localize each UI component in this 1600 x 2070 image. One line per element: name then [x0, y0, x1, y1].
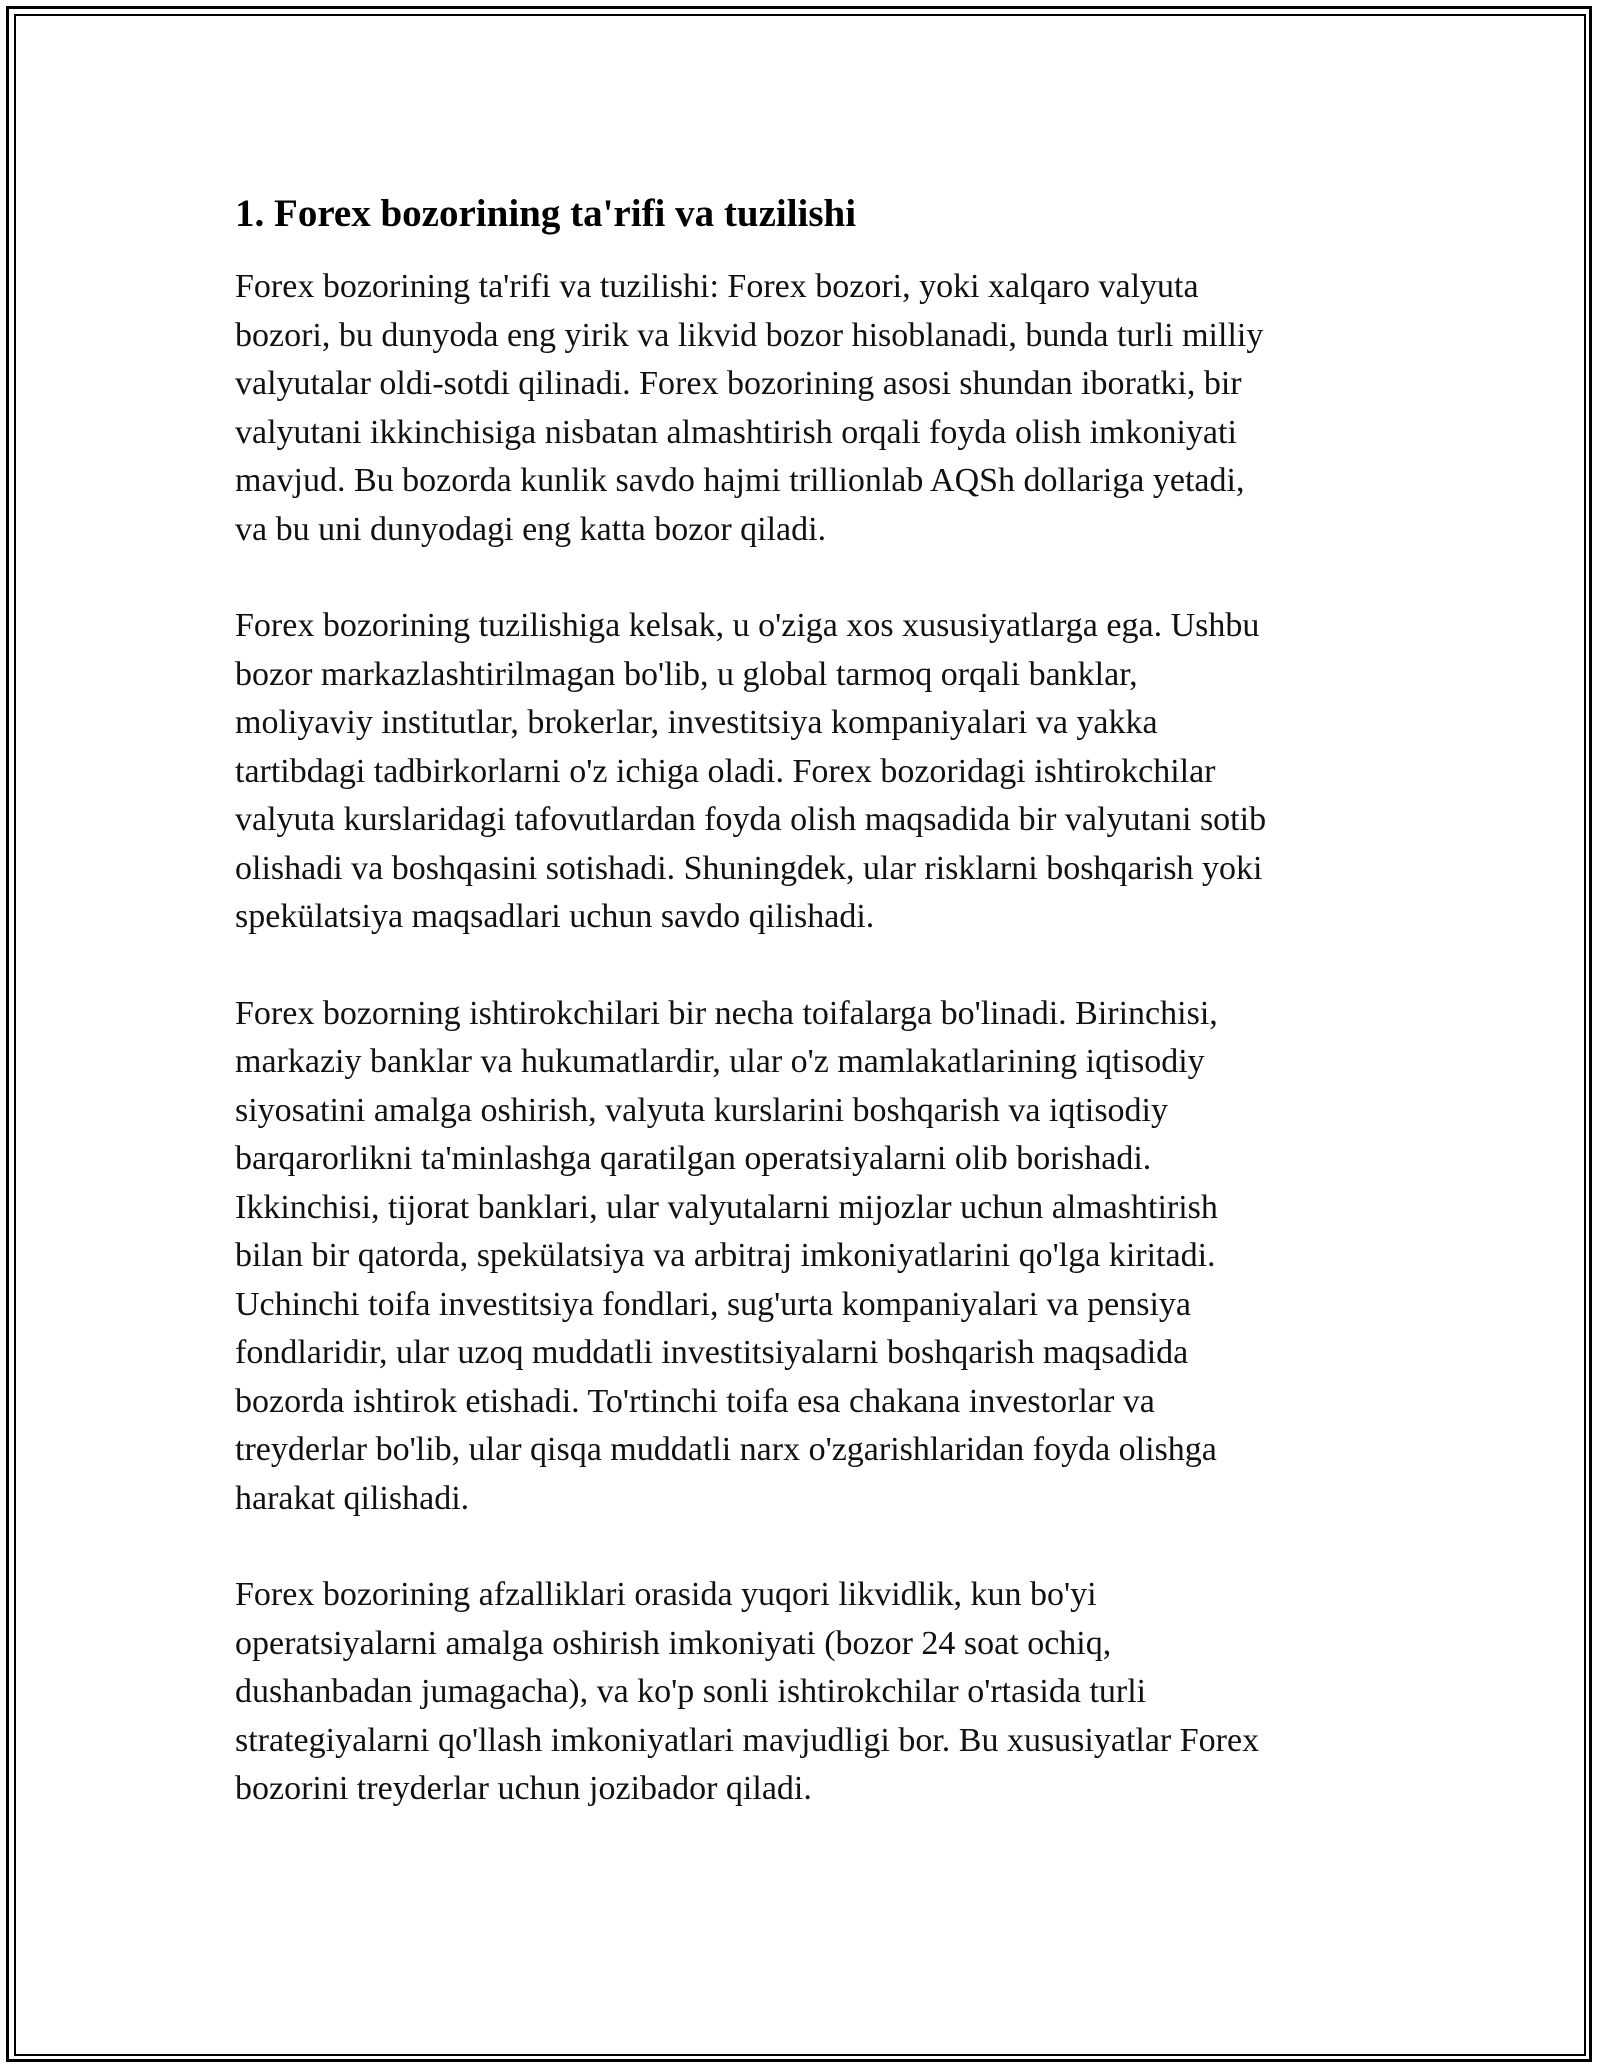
paragraph-line: operatsiyalarni amalga oshirish imkoniyati (bozor 24 soat ochiq,: [235, 1624, 1112, 1662]
paragraph-line: harakat qilishadi.: [235, 1479, 470, 1517]
paragraph-line: barqarorlikni ta'minlashga qaratilgan operatsiyalarni olib borishadi.: [235, 1140, 1152, 1177]
paragraph-line: bozorini treyderlar uchun jozibador qiladi.: [235, 1770, 812, 1807]
paragraph-line: Forex bozorining tuzilishiga kelsak, u o'ziga xos xususiyatlarga ega. Ushbu: [235, 607, 1260, 644]
paragraph-line: Forex bozorining ta'rifi va tuzilishi: Forex bozori, yoki xalqaro valyuta: [235, 268, 1199, 305]
paragraph-line: spekülatsiya maqsadlari uchun savdo qilishadi.: [235, 898, 875, 935]
paragraph-line: bozorda ishtirok etishadi. To'rtinchi toifa esa chakana investorlar va: [235, 1382, 1155, 1420]
paragraph-line: siyosatini amalga oshirish, valyuta kurslarini boshqarish va iqtisodiy: [235, 1091, 1168, 1129]
document-body: [235, 185, 1365, 1862]
paragraph-line: valyutalar oldi-sotdi qilinadi. Forex bozorining asosi shundan iboratki, bir: [235, 365, 1242, 402]
paragraph-list: [235, 263, 1365, 1814]
paragraph-line: Uchinchi toifa investitsiya fondlari, sug'urta kompaniyalari va pensiya: [235, 1285, 1191, 1323]
paragraph-line: tartibdagi tadbirkorlarni o'z ichiga oladi. Forex bozoridagi ishtirokchilar: [235, 752, 1216, 790]
paragraph-line: markaziy banklar va hukumatlardir, ular o'z mamlakatlarining iqtisodiy: [235, 1043, 1205, 1080]
paragraph-line: moliyaviy institutlar, brokerlar, investitsiya kompaniyalari va yakka: [235, 704, 1158, 741]
paragraph-line: fondlaridir, ular uzoq muddatli investitsiyalarni boshqarish maqsadida: [235, 1334, 1189, 1371]
paragraph-line: bozor markazlashtirilmagan bo'lib, u global tarmoq orqali banklar,: [235, 655, 1138, 693]
paragraph-line: valyuta kurslaridagi tafovutlardan foyda olish maqsadida bir valyutani sotib: [235, 801, 1267, 838]
paragraph-line: treyderlar bo'lib, ular qisqa muddatli narx o'zgarishlaridan foyda olishga: [235, 1431, 1217, 1468]
paragraph: [235, 1571, 1365, 1814]
paragraph-line: Ikkinchisi, tijorat banklari, ular valyutalarni mijozlar uchun almashtirish: [235, 1188, 1218, 1226]
paragraph: [235, 990, 1365, 1524]
paragraph-line: va bu uni dunyodagi eng katta bozor qiladi.: [235, 510, 827, 548]
paragraph-line: Forex bozorning ishtirokchilari bir necha toifalarga bo'linadi. Birinchisi,: [235, 994, 1218, 1032]
paragraph-line: bozori, bu dunyoda eng yirik va likvid bozor hisoblanadi, bunda turli milliy: [235, 316, 1264, 354]
paragraph-line: bilan bir qatorda, spekülatsiya va arbitraj imkoniyatlarini qo'lga kiritadi.: [235, 1237, 1216, 1274]
paragraph-line: valyutani ikkinchisiga nisbatan almashtirish orqali foyda olish imkoniyati: [235, 413, 1237, 451]
paragraph-line: mavjud. Bu bozorda kunlik savdo hajmi trillionlab AQSh dollariga yetadi,: [235, 462, 1245, 499]
paragraph-line: strategiyalarni qo'llash imkoniyatlari mavjudligi bor. Bu xususiyatlar Forex: [235, 1721, 1260, 1759]
paragraph-line: Forex bozorining afzalliklari orasida yuqori likvidlik, kun bo'yi: [235, 1576, 1097, 1613]
paragraph: [235, 263, 1365, 554]
section-heading: 1. Forex bozorining ta'rifi va tuzilishi: [235, 192, 857, 235]
paragraph-line: dushanbadan jumagacha), va ko'p sonli ishtirokchilar o'rtasida turli: [235, 1673, 1147, 1710]
paragraph-line: olishadi va boshqasini sotishadi. Shuningdek, ular risklarni boshqarish yoki: [235, 849, 1263, 887]
paragraph: [235, 602, 1365, 942]
